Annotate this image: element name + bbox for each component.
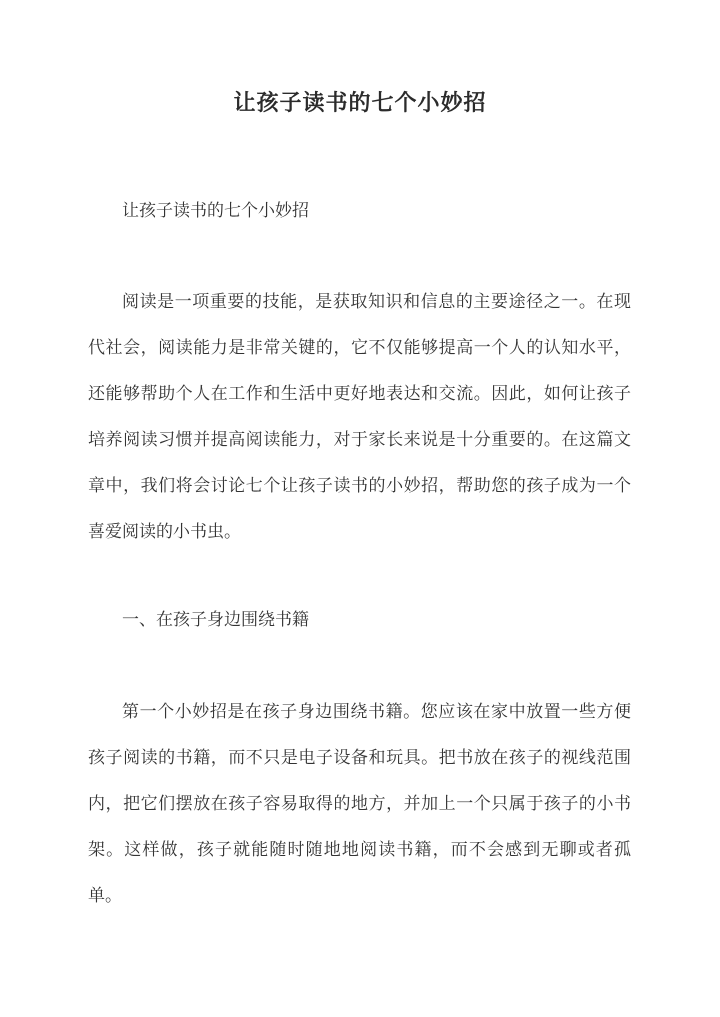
section-1-paragraph: 第一个小妙招是在孩子身边围绕书籍。您应该在家中放置一些方便孩子阅读的书籍，而不只是电子设备和玩具。把书放在孩子的视线范围内，把它们摆放在孩子容易取得的地方，并加上一个只属于孩子的小书架。这样做，孩子就能随时随地地阅读书籍，而不会感到无聊或者孤单。 — [88, 702, 631, 906]
document-subtitle: 让孩子读书的七个小妙招 — [122, 201, 309, 221]
document-title: 让孩子读书的七个小妙招 — [233, 90, 487, 116]
section-1-heading: 一、在孩子身边围绕书籍 — [122, 610, 309, 630]
intro-paragraph: 阅读是一项重要的技能，是获取知识和信息的主要途径之一。在现代社会，阅读能力是非常关键的，它不仅能够提高一个人的认知水平，还能够帮助个人在工作和生活中更好地表达和交流。因此，如何让孩子培养阅读习惯并提高阅读能力，对于家长来说是十分重要的。在这篇文章中，我们将会讨论七个让孩子读书的小妙招，帮助您的孩子成为一个喜爱阅读的小书虫。 — [88, 292, 631, 542]
